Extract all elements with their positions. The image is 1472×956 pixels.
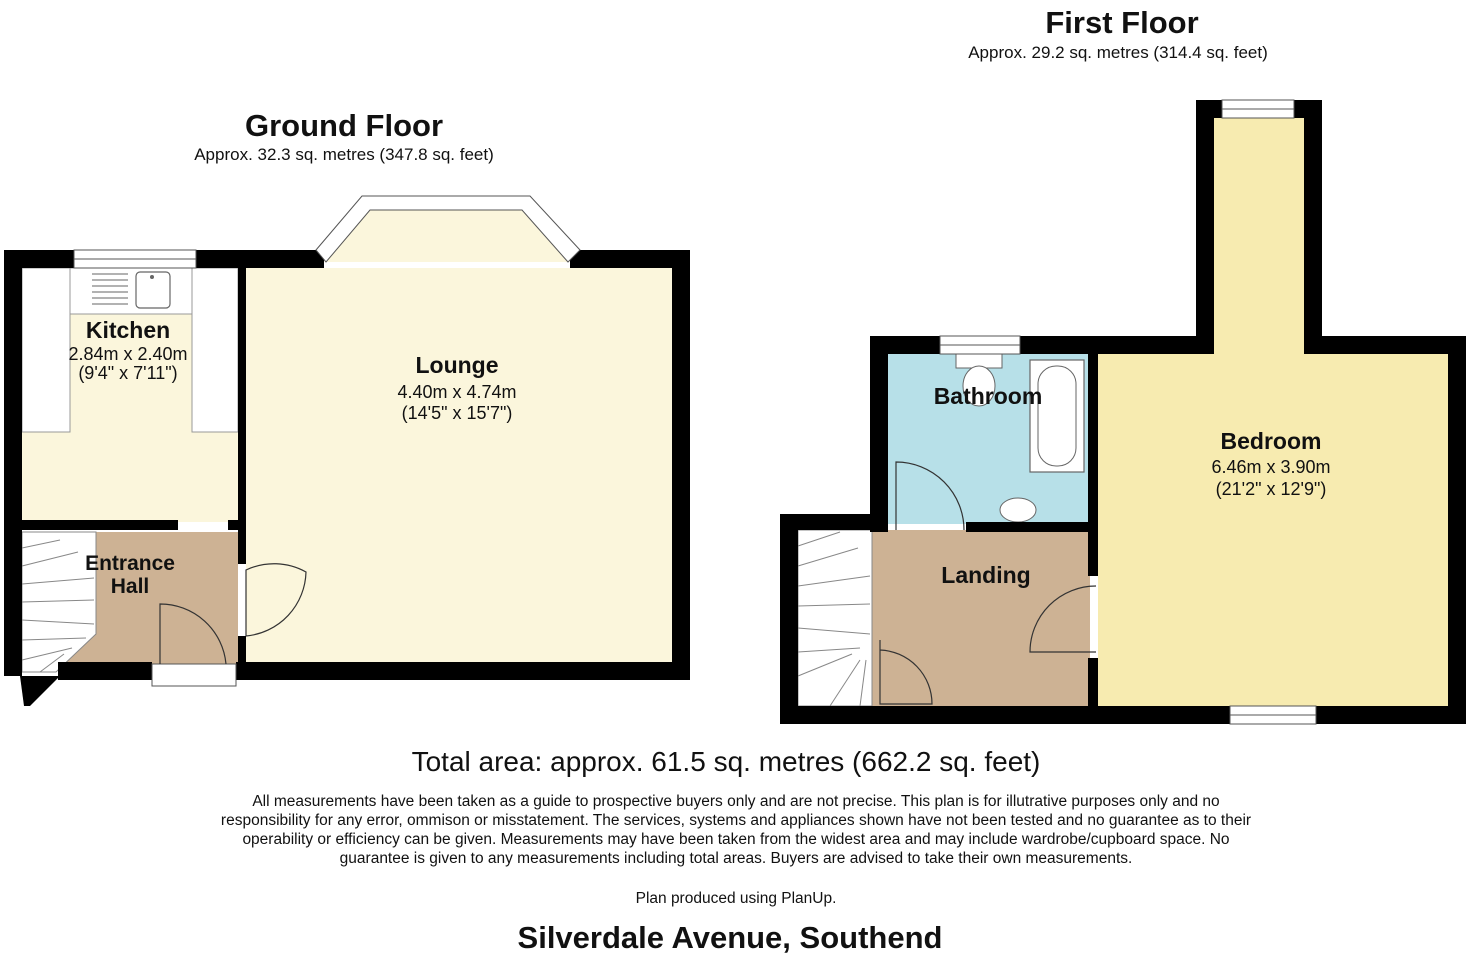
bedroom-dimensions-metric: 6.46m x 3.90m	[1211, 457, 1331, 477]
total-area: Total area: approx. 61.5 sq. metres (662.2 sq. feet)	[411, 746, 1041, 777]
bedroom-label: Bedroom	[1220, 428, 1322, 454]
kitchen-dimensions-imperial: (9'4" x 7'11")	[78, 363, 178, 383]
bedroom-alcove	[1214, 118, 1304, 358]
bathroom-label: Bathroom	[933, 383, 1043, 409]
property-address: Silverdale Avenue, Southend	[517, 920, 943, 955]
lounge-floor	[246, 268, 672, 662]
landing-floor	[872, 530, 1090, 706]
lounge-dimensions-metric: 4.40m x 4.74m	[397, 382, 517, 402]
landing-label: Landing	[941, 562, 1031, 588]
lounge-label: Lounge	[415, 352, 499, 378]
entrance-hall-label-line1: Entrance	[85, 552, 175, 575]
kitchen-dimensions-metric: 2.84m x 2.40m	[68, 344, 188, 364]
entrance-hall-label-line2: Hall	[110, 575, 150, 598]
ground-floor-plan	[4, 196, 690, 706]
ground-floor-area: Approx. 32.3 sq. metres (347.8 sq. feet)	[194, 145, 494, 164]
front-door-frame	[152, 664, 236, 686]
first-floor-area: Approx. 29.2 sq. metres (314.4 sq. feet)	[968, 43, 1268, 62]
plan-credit: Plan produced using PlanUp.	[635, 890, 837, 907]
kitchen-counter-top	[70, 268, 192, 314]
first-floor-title: First Floor	[1045, 5, 1199, 40]
bedroom-dimensions-imperial: (21'2" x 12'9")	[1215, 479, 1327, 499]
lounge-dimensions-imperial: (14'5" x 15'7")	[401, 403, 513, 423]
kitchen-label: Kitchen	[85, 317, 171, 343]
ground-floor-title: Ground Floor	[244, 108, 444, 143]
disclaimer: All measurements have been taken as a guide to prospective buyers only and are not precise. This plan is for illutrative purposes only and no responsibility for any error, ommison or misstatement. The services, systems and appliances shown have not been tested and no guarantee as to their operability or efficiency can be given. Measurements may have been taken from the widest area and may include wardrobe/cupboard space. No guarantee is given to any measurements including total areas. Buyers are advised to take their own measurements.	[220, 793, 1252, 867]
first-floor-plan	[780, 100, 1466, 724]
bedroom-floor	[1098, 354, 1448, 706]
wash-basin	[1000, 498, 1036, 522]
first-stairs	[798, 530, 872, 706]
